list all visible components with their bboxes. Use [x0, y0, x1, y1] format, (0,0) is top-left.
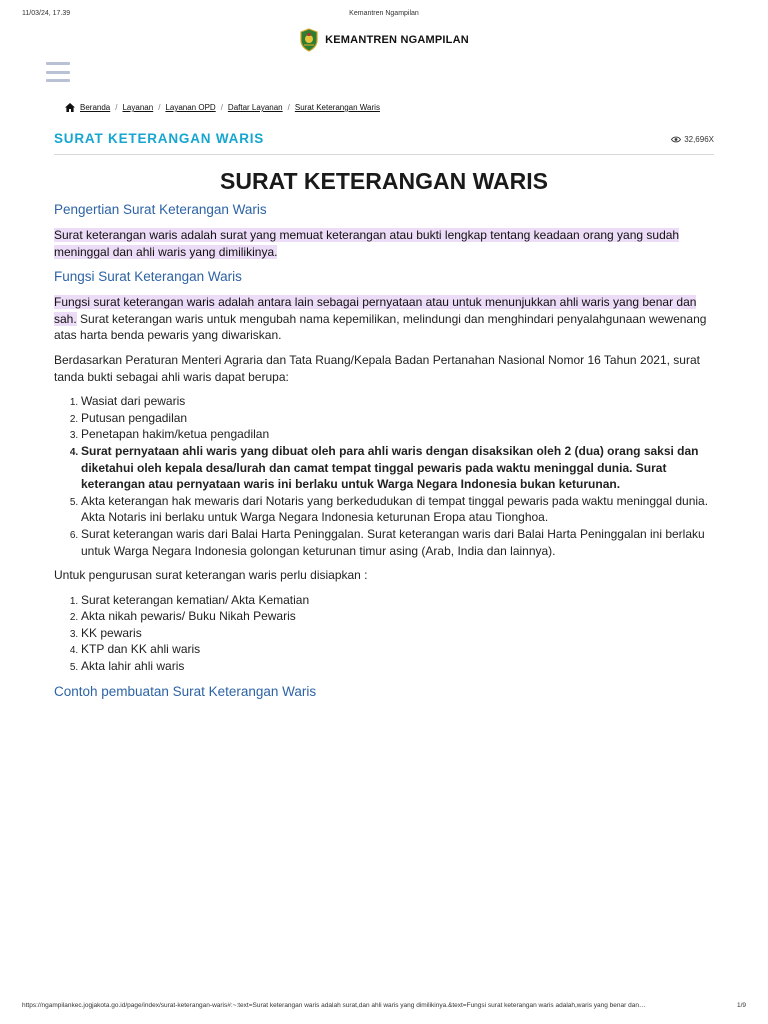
- eye-icon: [671, 136, 681, 143]
- paragraph-text: Surat keterangan waris untuk mengubah nama kepemilikan, melindungi dan menghindari penyalahgunaan wewenang atas harta benda pewaris yang diwariskan.: [54, 311, 707, 343]
- paragraph-pengertian: [54, 227, 714, 260]
- print-footer: [22, 1002, 746, 1012]
- list-item: 4. KTP dan KK ahli waris: [81, 641, 714, 658]
- breadcrumb-separator: /: [220, 103, 223, 112]
- hamburger-bar: [46, 79, 70, 82]
- hamburger-menu-button[interactable]: [46, 62, 70, 82]
- list-item: 1. Surat keterangan kematian/ Akta Kematian: [81, 592, 714, 609]
- view-count-value: 32,696X: [684, 135, 714, 144]
- list-syarat: [54, 592, 714, 675]
- paragraph-fungsi: [54, 294, 714, 344]
- breadcrumb-separator: /: [287, 103, 290, 112]
- list-bukti-waris: [54, 393, 714, 559]
- site-header: [0, 26, 768, 54]
- breadcrumb-layanan[interactable]: Layanan: [122, 103, 154, 112]
- breadcrumb-separator: /: [115, 103, 118, 112]
- view-count: [671, 135, 714, 144]
- breadcrumb-current[interactable]: Surat Keterangan Waris: [294, 103, 380, 112]
- breadcrumb: [65, 103, 728, 112]
- page-number: 1/9: [736, 1002, 746, 1009]
- breadcrumb-beranda[interactable]: Beranda: [80, 103, 111, 112]
- hamburger-bar: [46, 62, 70, 65]
- list-item: 3. Penetapan hakim/ketua pengadilan: [81, 426, 714, 443]
- list-item: 1. Wasiat dari pewaris: [81, 393, 714, 410]
- heading-pengertian: Pengertian Surat Keterangan Waris: [54, 202, 267, 217]
- list-item: 4. Surat pernyataan ahli waris yang dibuat oleh para ahli waris dengan disaksikan oleh 2 (dua) orang saksi dan diketahui oleh kepala desa/lurah dan camat tempat tinggal pewaris pada waktu meninggal dunia. Surat keterangan atau pernyataan waris ini berlaku untuk Warga Negara Indonesia bukan keturunan.: [81, 443, 714, 493]
- article-title: SURAT KETERANGAN WARIS: [220, 168, 548, 194]
- paragraph-berdasarkan: Berdasarkan Peraturan Menteri Agraria dan Tata Ruang/Kepala Badan Pertanahan Nasional Nomor 16 Tahun 2021, surat tanda bukti sebagai ahli waris dapat berupa:: [54, 352, 700, 384]
- list-item: 3. KK pewaris: [81, 625, 714, 642]
- list-item: 2. Putusan pengadilan: [81, 410, 714, 427]
- heading-contoh: Contoh pembuatan Surat Keterangan Waris: [54, 683, 317, 699]
- paragraph-pengurusan: Untuk pengurusan surat keterangan waris perlu disiapkan :: [54, 568, 368, 583]
- highlighted-text: Fungsi surat keterangan waris adalah antara lain sebagai pernyataan atau untuk menunjukkan ahli waris yang benar dan sah.: [54, 295, 697, 326]
- section-bar: [54, 128, 714, 155]
- print-date: 11/03/24, 17.39: [22, 10, 71, 17]
- list-item: 5. Akta keterangan hak mewaris dari Notaris yang berkedudukan di tempat tinggal pewaris pada waktu meninggal dunia. Akta Notaris ini berlaku untuk Warga Negara Indonesia keturunan Eropa atau Tionghoa.: [81, 493, 714, 526]
- breadcrumb-daftar-layanan[interactable]: Daftar Layanan: [227, 103, 283, 112]
- list-item: 6. Surat keterangan waris dari Balai Harta Peninggalan. Surat keterangan waris dari Balai Harta Peninggalan ini berlaku untuk Warga Negara Indonesia golongan keturunan timur asing (Arab, India dan lainnya).: [81, 526, 714, 559]
- breadcrumb-separator: /: [158, 103, 161, 112]
- print-title: Kemantren Ngampilan: [349, 10, 419, 17]
- list-item: 5. Akta lahir ahli waris: [81, 658, 714, 675]
- print-url: https://ngampilankec.jogjakota.go.id/page/index/surat-keterangan-waris#:~:text=Surat keterangan waris adalah surat,dan ahli waris yang dimilikinya.&text=Fungsi surat keterangan waris adalah,waris yang benar dan…: [22, 1002, 646, 1009]
- list-item: 2. Akta nikah pewaris/ Buku Nikah Pewaris: [81, 608, 714, 625]
- section-title: SURAT KETERANGAN WARIS: [54, 131, 265, 146]
- site-name[interactable]: KEMANTREN NGAMPILAN: [325, 34, 469, 46]
- breadcrumb-layanan-opd[interactable]: Layanan OPD: [165, 103, 216, 112]
- highlighted-text: Surat keterangan waris adalah surat yang memuat keterangan atau bukti lengkap tentang keadaan orang yang sudah meninggal dan ahli waris yang dimilikinya.: [54, 228, 680, 259]
- home-icon[interactable]: [65, 103, 75, 112]
- hamburger-bar: [46, 71, 70, 74]
- coat-of-arms-icon[interactable]: [299, 28, 319, 52]
- print-header: [22, 10, 746, 22]
- article: [54, 166, 714, 709]
- heading-fungsi: Fungsi Surat Keterangan Waris: [54, 269, 242, 285]
